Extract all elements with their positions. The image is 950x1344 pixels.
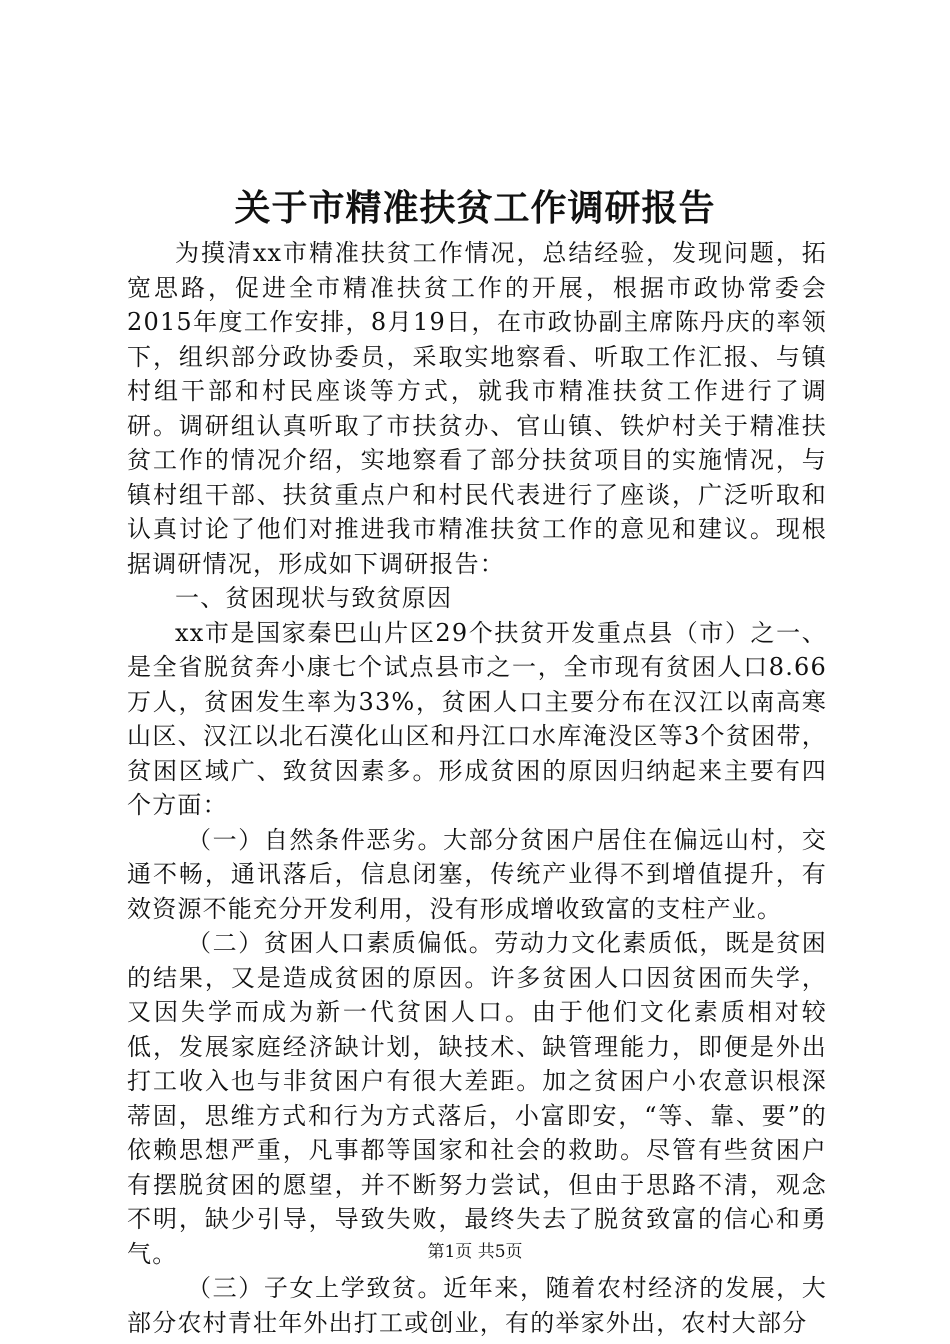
document-title: 关于市精准扶贫工作调研报告 bbox=[234, 187, 716, 229]
cause-paragraph-2: （二）贫困人口素质偏低。劳动力文化素质低，既是贫困的结果，又是造成贫困的原因。许多贫困人口因贫困而失学，又因失学而成为新一代贫困人口。由于他们文化素质相对较低，发展家庭经济缺计划，缺技术、缺管理能力，即便是外出打工收入也与非贫困户有很大差距。加之贫困户小农意识根深蒂固，思维方式和行为方式落后，小富即安，“等、靠、要”的依赖思想严重，凡事都等国家和社会的救助。尽管有些贫困户有摆脱贫困的愿望，并不断努力尝试，但由于思路不清，观念不明，缺少引导，导致失败，最终失去了脱贫致富的信心和勇气。 bbox=[127, 929, 827, 1268]
cause-paragraph-3: （三）子女上学致贫。近年来，随着农村经济的发展，大部分农村青壮年外出打工或创业，有的举家外出，农村大部分 bbox=[127, 1274, 827, 1337]
cause-paragraph-1: （一）自然条件恶劣。大部分贫困户居住在偏远山村，交通不畅，通讯落后，信息闭塞，传统产业得不到增值提升，有效资源不能充分开发利用，没有形成增收致富的支柱产业。 bbox=[127, 825, 827, 923]
intro-paragraph: 为摸清xx市精准扶贫工作情况，总结经验，发现问题，拓宽思路，促进全市精准扶贫工作的开展，根据市政协常委会2015年度工作安排，8月19日，在市政协副主席陈丹庆的率领下，组织部分政协委员，采取实地察看、听取工作汇报、与镇村组干部和村民座谈等方式，就我市精准扶贫工作进行了调研。调研组认真听取了市扶贫办、官山镇、铁炉村关于精准扶贫工作的情况介绍，实地察看了部分扶贫项目的实施情况，与镇村组干部、扶贫重点户和村民代表进行了座谈，广泛听取和认真讨论了他们对推进我市精准扶贫工作的意见和建议。现根据调研情况，形成如下调研报告： bbox=[127, 239, 827, 578]
page-number-footer: 第1页 共5页 bbox=[427, 1242, 523, 1262]
section-heading: 一、贫困现状与致贫原因 bbox=[175, 584, 453, 612]
poverty-status-paragraph: xx市是国家秦巴山片区29个扶贫开发重点县（市）之一、是全省脱贫奔小康七个试点县市之一，全市现有贫困人口8.66万人，贫困发生率为33%，贫困人口主要分布在汉江以南高寒山区、汉江以北石漠化山区和丹江口水库淹没区等3个贫困带，贫困区域广、致贫因素多。形成贫困的原因归纳起来主要有四个方面： bbox=[127, 618, 827, 819]
document-body bbox=[127, 236, 827, 1340]
